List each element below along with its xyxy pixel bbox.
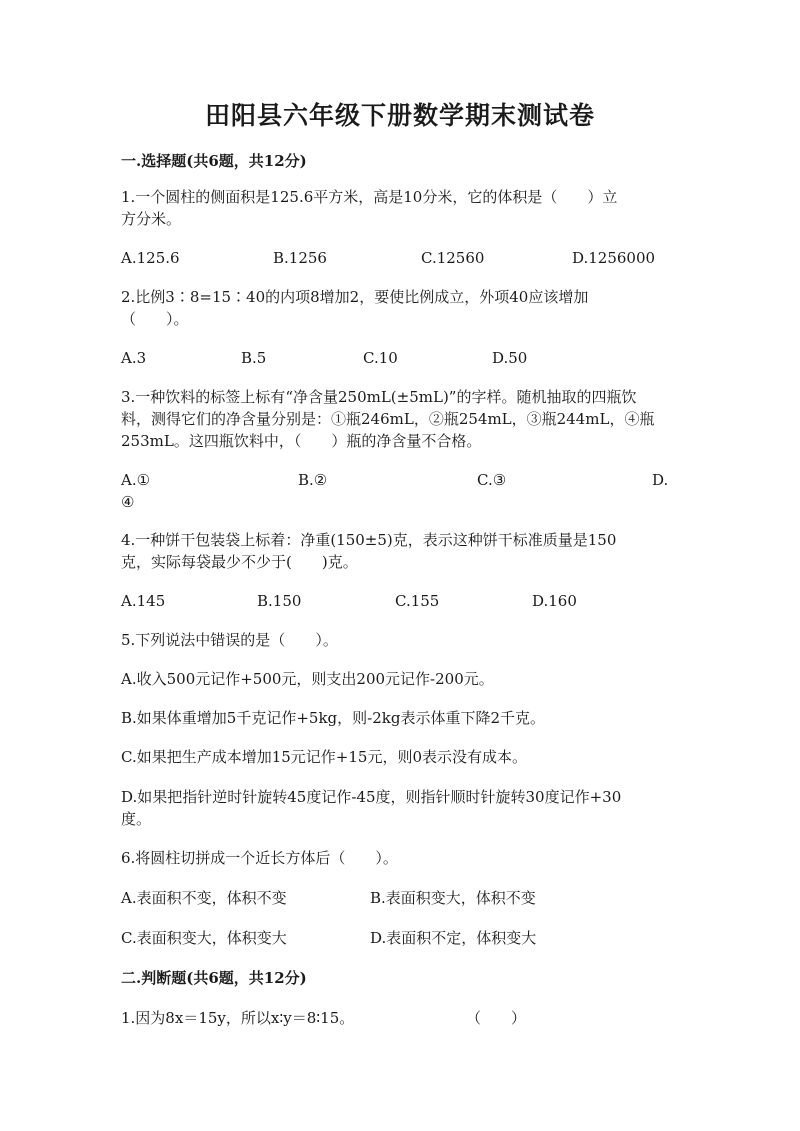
question-3-option-b[interactable]: B.② [298, 471, 328, 489]
question-5-option-c[interactable]: C.如果把生产成本增加15元记作+15元，则0表示没有成本。 [121, 748, 527, 766]
section-heading-choice: 一.选择题(共6题，共12分) [121, 152, 307, 170]
section-heading-judge: 二.判断题(共6题，共12分) [121, 969, 307, 987]
question-3-line-1: 3.一种饮料的标签上标有“净含量250mL(±5mL)”的字样。随机抽取的四瓶饮 [121, 388, 637, 406]
question-2-option-c[interactable]: C.10 [363, 349, 398, 367]
question-4-option-a[interactable]: A.145 [121, 592, 166, 610]
question-1-line-2: 方分米。 [121, 210, 182, 228]
question-2-line-2: （ ）。 [121, 310, 189, 328]
question-5-option-b[interactable]: B.如果体重增加5千克记作+5kg，则-2kg表示体重下降2千克。 [121, 709, 545, 727]
question-6-option-b[interactable]: B.表面积变大，体积不变 [370, 889, 536, 907]
question-4-option-b[interactable]: B.150 [257, 592, 302, 610]
question-3-option-d[interactable]: D. [652, 471, 669, 489]
question-4-option-c[interactable]: C.155 [395, 592, 440, 610]
question-1-option-d[interactable]: D.1256000 [572, 249, 656, 267]
question-6-option-d[interactable]: D.表面积不定，体积变大 [370, 929, 537, 947]
question-1-option-c[interactable]: C.12560 [421, 249, 485, 267]
question-1-line-1: 1.一个圆柱的侧面积是125.6平方米，高是10分米，它的体积是（ ）立 [121, 188, 618, 206]
question-3-option-c[interactable]: C.③ [477, 471, 507, 489]
question-4-line-2: 克，实际每袋最少不少于( )克。 [121, 553, 358, 571]
question-6-option-c[interactable]: C.表面积变大，体积变大 [121, 929, 287, 947]
judge-question-1: 1.因为8x＝15y，所以x∶y＝8∶15。 [121, 1009, 355, 1027]
question-1-option-a[interactable]: A.125.6 [121, 249, 180, 267]
question-5-line-1: 5.下列说法中错误的是（ ）。 [121, 631, 338, 649]
question-3-option-d-symbol: ④ [121, 493, 135, 511]
question-2-option-b[interactable]: B.5 [241, 349, 267, 367]
question-3-line-3: 253mL。这四瓶饮料中，（ ）瓶的净含量不合格。 [121, 432, 482, 450]
question-2-option-d[interactable]: D.50 [492, 349, 528, 367]
question-2-line-1: 2.比例3∶8=15∶40的内项8增加2，要使比例成立，外项40应该增加 [121, 288, 589, 306]
page-title: 田阳县六年级下册数学期末测试卷 [204, 101, 595, 130]
question-6-line-1: 6.将圆柱切拼成一个近长方体后（ ）。 [121, 849, 398, 867]
judge-question-1-bracket[interactable]: （ ） [466, 1009, 527, 1027]
question-2-option-a[interactable]: A.3 [121, 349, 147, 367]
question-3-option-a[interactable]: A.① [121, 471, 151, 489]
question-1-option-b[interactable]: B.1256 [273, 249, 327, 267]
question-5-option-a[interactable]: A.收入500元记作+500元，则支出200元记作-200元。 [121, 670, 494, 688]
question-5-option-d[interactable]: D.如果把指针逆时针旋转45度记作-45度，则指针顺时针旋转30度记作+30 [121, 788, 622, 806]
question-4-line-1: 4.一种饼干包装袋上标着：净重(150±5)克，表示这种饼干标准质量是150 [121, 531, 617, 549]
question-4-option-d[interactable]: D.160 [532, 592, 577, 610]
question-6-option-a[interactable]: A.表面积不变，体积不变 [121, 889, 287, 907]
question-3-line-2: 料，测得它们的净含量分别是：①瓶246mL，②瓶254mL，③瓶244mL，④瓶 [121, 410, 655, 428]
question-5-option-d-cont: 度。 [121, 810, 152, 828]
